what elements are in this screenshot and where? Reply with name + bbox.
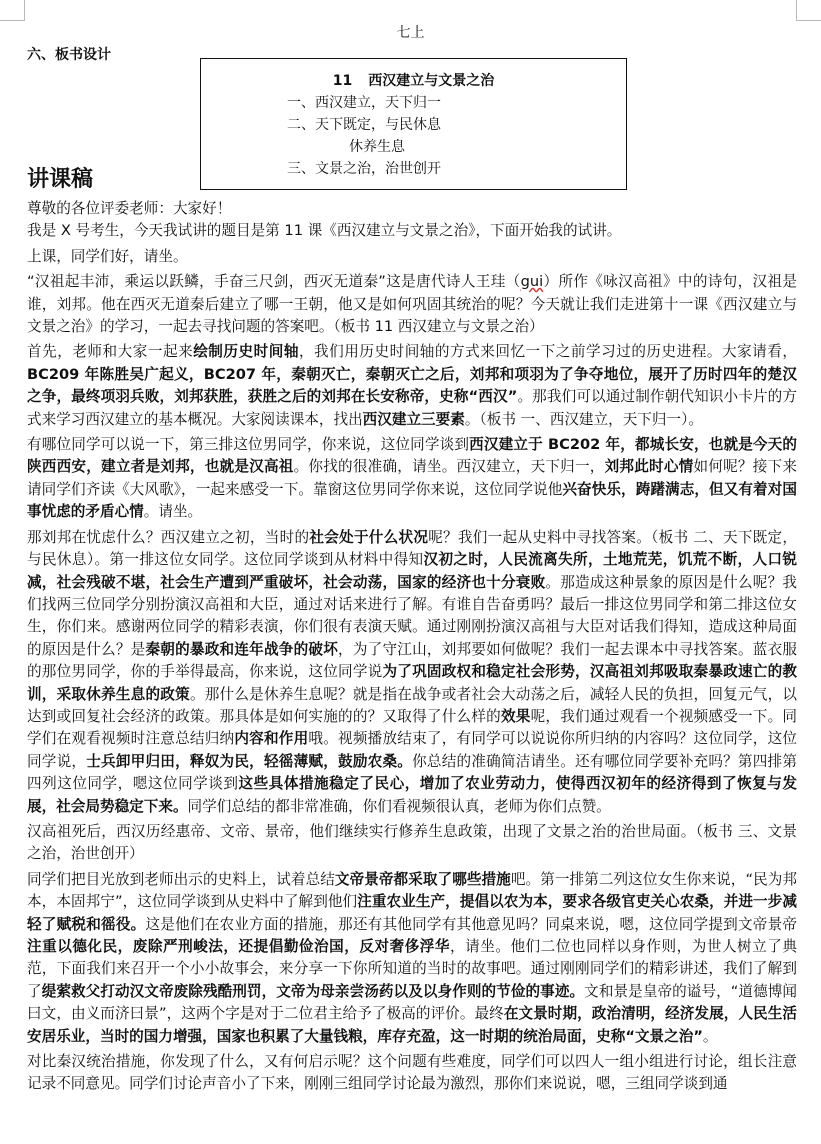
text: “汉祖起丰沛，乘运以跃鳞，手奋三尺剑，西灭无道秦”这是唐代诗人王珪（ — [27, 273, 521, 291]
board-lesson-number: 11 — [332, 73, 353, 89]
text: 对比秦汉统治措施，你发现了什么，又有何启示呢？这个问题有些难度，同学们可以四人一组小组进行讨论，组长注意记录不同意见。同学们讨论声音小了下来，刚刚三组同学讨论最为激烈，那你们来说说，嗯，三组同学谈到通 — [27, 1053, 797, 1093]
text: 那刘邦在忧虑什么？西汉建立之初，当时的 — [27, 528, 310, 546]
paragraph — [27, 246, 797, 268]
text: ）所作《咏汉高祖》中的诗句，汉祖是谁，刘邦。他在西灭无道秦后建立了哪一王朝，他又是如何巩固其统治的呢？今天就让我们走进第十一课《西汉建立与文景之治》的学习，一起去寻找问题的答案吧。（板书 11 西汉建立与文景之治） — [27, 273, 797, 336]
board-lesson-title: 西汉建立与文景之治 — [368, 73, 495, 89]
bold-text: 士兵卸甲归田，释奴为民，轻徭薄赋，鼓励农桑。 — [86, 752, 413, 770]
spellcheck-flagged-text: gui — [520, 273, 544, 291]
lecture-body — [27, 198, 797, 1099]
text: 。请坐。 — [143, 503, 203, 521]
bold-text: 效果 — [500, 707, 531, 725]
bold-text: 这些具体措施稳定了民心，增加了农业劳动力，使得西汉初年的经济得到了恢复与发展，社会局势稳定下来。 — [27, 775, 797, 815]
bold-text: 在文景时期，政治清明，经济发展，人民生活安居乐业，当时的国力增强，国家也积累了大量钱粮，库存充盈，这一时期的统治局面，史称“文景之治” — [27, 1005, 797, 1045]
text: 。 — [702, 1027, 718, 1045]
blackboard-design-box — [200, 58, 627, 190]
board-line: 二、天下既定，与民休息 — [287, 117, 441, 133]
bold-text: BC209 年陈胜吴广起义，BC207 年，秦朝灭亡，秦朝灭亡之后，刘邦和项羽为了争夺地位，展开了历时四年的楚汉之争，最终项羽兵败，刘邦获胜，获胜之后的刘邦在长安称帝，史称“西汉” — [27, 365, 797, 406]
paragraph — [27, 434, 797, 524]
board-line: 休养生息 — [349, 139, 405, 155]
text: 首先，老师和大家一起来 — [27, 343, 194, 361]
bold-text: 文帝景帝都采取了哪些措施 — [334, 870, 511, 888]
paragraph — [27, 341, 797, 431]
text: 哦。视频播放结束了，有同学可以说说你所归纳的内容吗？这位同学，这位同学说， — [27, 730, 797, 770]
text: 我是 X 号考生，今天我试讲的题目是第 11 课《西汉建立与文景之治》，下面开始我的试讲。 — [27, 222, 622, 240]
text: 文和景是皇帝的谥号，“道德博闻曰文，由义而济曰景”，这两个字是对于二位君主给予了极高的评价。最终 — [27, 982, 797, 1023]
board-line: 一、西汉建立，天下归一 — [287, 95, 441, 111]
page-corner-mark — [0, 0, 25, 21]
paragraph — [27, 271, 797, 338]
section-title: 六、板书设计 — [27, 47, 111, 63]
text: 同学们总结的都非常准确，你们看视频很认真，老师为你们点赞。 — [187, 797, 611, 815]
paragraph — [27, 1051, 797, 1096]
paragraph — [27, 198, 797, 220]
page-header: 七上 — [396, 25, 425, 41]
bold-text: 刘邦此时心情 — [604, 458, 694, 476]
text: 你总结的准确简洁请坐。还有哪位同学要补充吗？第四排第四列这位同学，嗯这位同学谈到 — [27, 752, 797, 793]
bold-text: 兴奋快乐，踌躇满志，但又有着对国事忧虑的矛盾心情 — [27, 480, 797, 521]
bold-text: 缇萦救父打动汉文帝废除残酷刑罚，文帝为母亲尝汤药以及以身作则的节俭的事迹。 — [41, 982, 585, 1000]
lecture-title: 讲课稿 — [27, 167, 94, 192]
bold-text: 为了巩固政权和稳定社会形势，汉高祖刘邦吸取秦暴政速亡的教训，采取休养生息的政策 — [27, 663, 797, 703]
paragraph — [27, 821, 797, 866]
bold-text: 内容和作用 — [234, 730, 309, 748]
text: 。你找的很准确，请坐。西汉建立，天下归一， — [293, 458, 605, 476]
bold-text: 汉初之时，人民流离失所，土地荒芜，饥荒不断，人口锐减，社会残破不堪，社会生产遭到严重破坏，社会动荡，国家的经济也十分衰败 — [27, 551, 797, 591]
text: ，为了守江山，刘邦要如何做呢？我们一起去课本中寻找答案。蓝衣服的那位男同学，你的手举得最高，你来说，这位同学说 — [27, 640, 797, 681]
bold-text: 秦朝的暴政和连年战争的破坏 — [145, 640, 339, 658]
bold-text: 西汉建立三要素 — [362, 410, 465, 428]
text: 吧。第一排第二列这位女生你来说，“民为邦本，本固邦宁”，这位同学谈到从史料中了解到他们 — [27, 870, 797, 911]
board-line: 三、文景之治，治世创开 — [287, 161, 441, 177]
text: 上课，同学们好，请坐。 — [27, 247, 188, 265]
text: 同学们把目光放到老师出示的史料上，试着总结 — [27, 870, 335, 888]
text: 。（板书 一、西汉建立，天下归一）。 — [464, 410, 703, 428]
text: 。那造成这种景象的原因是什么呢？我们找两三位同学分别扮演汉高祖和大臣，通过对话来进行了解。有谁自告奋勇吗？最后一排这位男同学和第二排这位女生，你们来。感谢两位同学的精彩表演，你们很有表演天赋。通过刚刚扮演汉高祖与大臣对话我们得知，造成这种局面的原因是什么？是 — [27, 573, 797, 658]
bold-text: 社会处于什么状况 — [309, 528, 429, 546]
text: 这是他们在农业方面的措施，那还有其他同学有其他意见吗？同桌来说，嗯，这位同学提到文帝景帝 — [145, 915, 797, 933]
bold-text: 注重以德化民，废除严刑峻法，还提倡勤俭治国，反对奢侈浮华 — [27, 938, 451, 955]
text: 有哪位同学可以说一下，第三排这位男同学，你来说，这位同学谈到 — [27, 436, 470, 454]
text: 呢？我们一起从史料中寻找答案。（板书 二、天下既定，与民休息）。第一排这位女同学。这位同学谈到从材料中得知 — [27, 528, 797, 569]
text: 。那什么是休养生息呢？就是指在战争或者社会大动荡之后，减轻人民的负担，回复元气，以达到或回复社会经济的政策。那具体是如何实施的的？又取得了什么样的 — [27, 685, 797, 725]
text: 尊敬的各位评委老师：大家好！ — [27, 200, 232, 217]
paragraph — [27, 869, 797, 1048]
text: 汉高祖死后，西汉历经惠帝、文帝、景帝，他们继续实行修养生息政策，出现了文景之治的治世局面。（板书 三、文景之治，治世创开） — [27, 822, 797, 863]
text: ，请坐。他们二位也同样以身作则，为世人树立了典范，下面我们来召开一个小小故事会，来分享一下你所知道的当时的故事吧。通过刚刚同学们的精彩讲述，我们了解到了 — [27, 938, 797, 1000]
text: 呢，我们通过观看一个视频感受一下。同学们在观看视频时注意总结归纳 — [27, 707, 797, 748]
bold-text: 注重农业生产，提倡以农为本，要求各级官吏关心农桑，并进一步减轻了赋税和徭役。 — [27, 893, 797, 933]
board-title — [201, 70, 626, 90]
bold-text: 西汉建立于 BC202 年，都城长安，也就是今天的陕西西安，建立者是刘邦，也就是汉高祖 — [27, 436, 797, 476]
bold-text: 绘制历史时间轴 — [193, 343, 299, 361]
page-corner-mark — [796, 0, 821, 21]
text: ，我们用历史时间轴的方式来回忆一下之前学习过的历史进程。大家请看， — [298, 343, 797, 361]
paragraph — [27, 220, 797, 242]
text: 如何呢？接下来请同学们齐读《大风歌》，一起来感受一下。靠窗这位男同学你来说，这位同学说他 — [27, 458, 797, 498]
paragraph — [27, 527, 797, 818]
text: 。那我们可以通过制作朝代知识小卡片的方式来学习西汉建立的基本概况。大家阅读课本，找出 — [27, 388, 797, 428]
